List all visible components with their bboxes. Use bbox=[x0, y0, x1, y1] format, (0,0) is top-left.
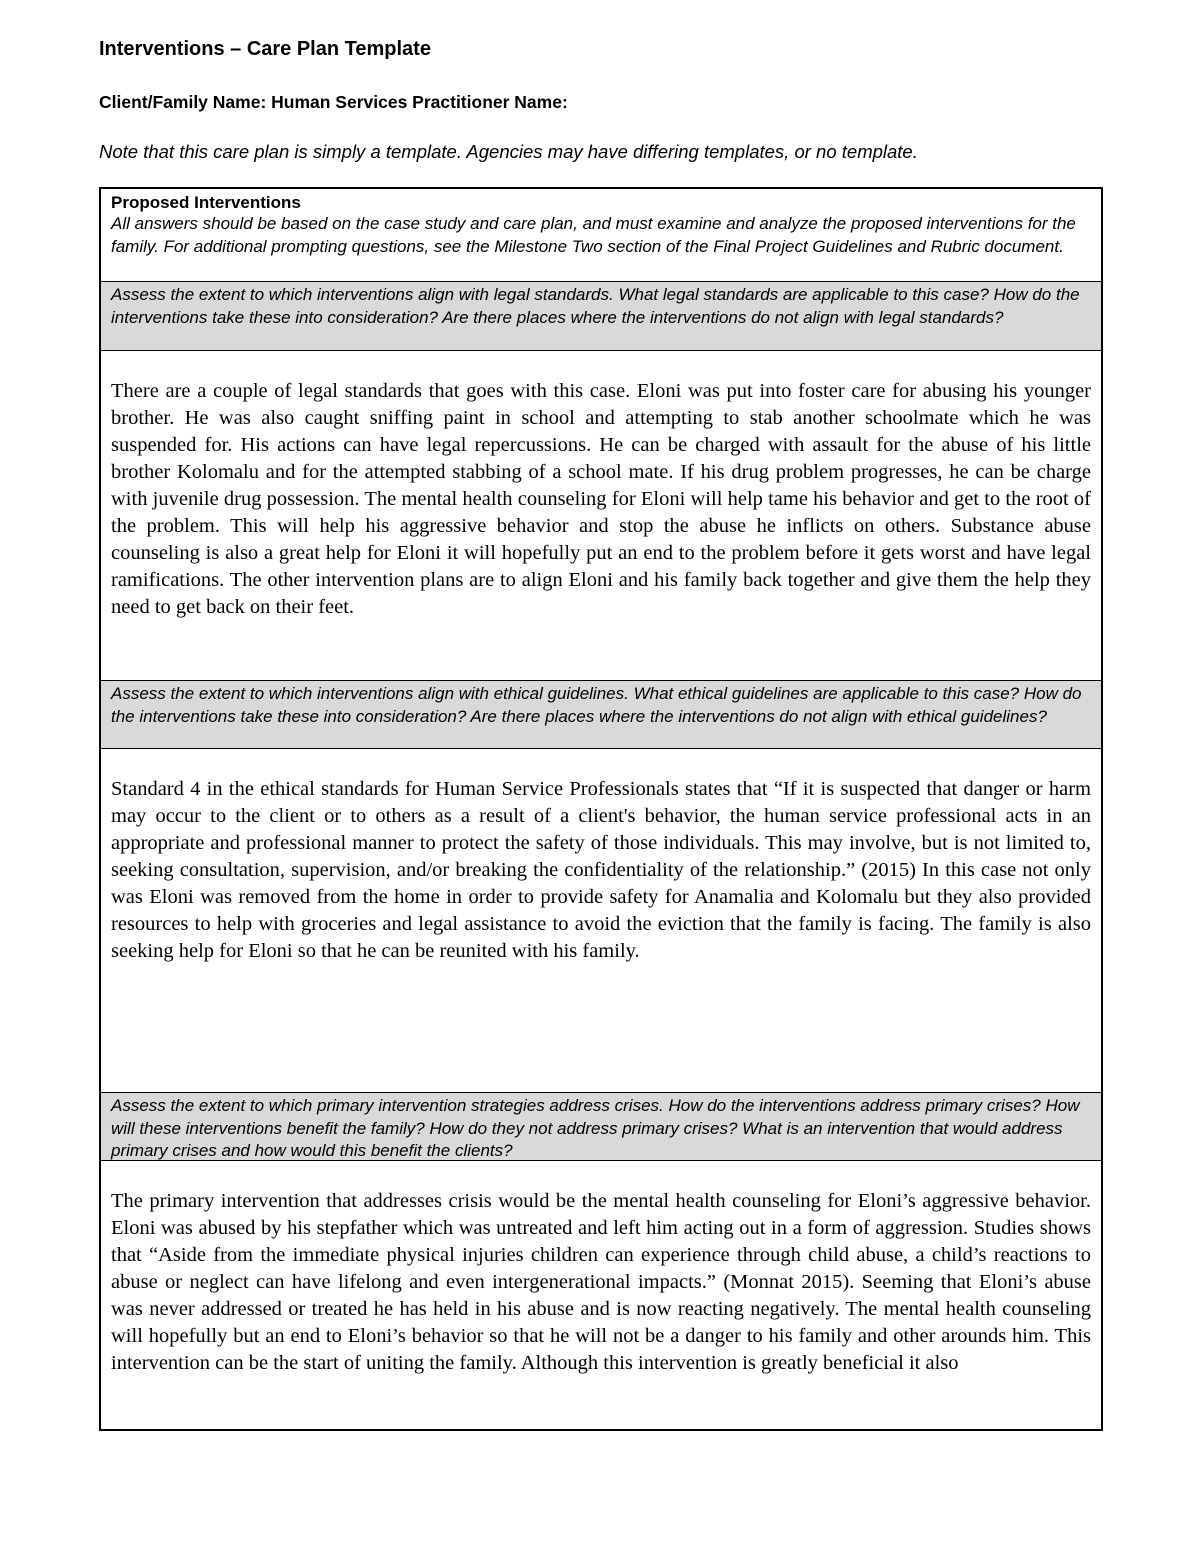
interventions-table bbox=[99, 187, 1103, 1431]
table-header-description: All answers should be based on the case study and care plan, and must examine and analyze the proposed interventions for the family. For additional prompting questions, see the Milestone Two section of the Final Project Guidelines and Rubric document. bbox=[111, 214, 1076, 256]
document-title: Interventions – Care Plan Template bbox=[99, 38, 431, 60]
legal-standards-question: Assess the extent to which interventions align with legal standards. What legal standards are applicable to this case? How do the interventions take these into consideration? Are there places where the interventions do not align with legal standards? bbox=[101, 282, 1101, 351]
primary-crises-answer[interactable]: The primary intervention that addresses crisis would be the mental health counseling for Eloni’s aggressive behavior. Eloni was abused by his stepfather which was untreated and left him acting out in a form of aggression. Studies shows that “Aside from the immediate physical injuries children can experience through child abuse, a child’s reactions to abuse or neglect can have lifelong and even intergenerational impacts.” (Monnat 2015). Seeming that Eloni’s abuse was never addressed or treated he has held in his abuse and is now reacting negatively. The mental health counseling will hopefully but an end to Eloni’s behavior so that he will not be a danger to his family and other arounds him. This intervention can be the start of uniting the family. Although this intervention is greatly beneficial it also bbox=[111, 1190, 1091, 1374]
template-note: Note that this care plan is simply a template. Agencies may have differing templates, or no template. bbox=[99, 141, 918, 162]
client-name-line: Client/Family Name: Human Services Practitioner Name: bbox=[99, 92, 568, 112]
table-header-title: Proposed Interventions bbox=[111, 193, 301, 212]
primary-crises-question: Assess the extent to which primary intervention strategies address crises. How do the interventions address primary crises? How will these interventions benefit the family? How do they not address primary crises? What is an intervention that would address primary crises and how would this benefit the clients? bbox=[101, 1093, 1101, 1161]
legal-standards-answer[interactable]: There are a couple of legal standards that goes with this case. Eloni was put into foster care for abusing his younger brother. He was also caught sniffing paint in school and attempting to stab another schoolmate which he was suspended for. His actions can have legal repercussions. He can be charged with assault for the abuse of his little brother Kolomalu and for the attempted stabbing of a school mate. If his drug problem progresses, he can be charge with juvenile drug possession. The mental health counseling for Eloni will help tame his behavior and get to the root of the problem. This will help his aggressive behavior and stop the abuse he inflicts on others. Substance abuse counseling is also a great help for Eloni it will hopefully put an end to the problem before it gets worst and have legal ramifications. The other intervention plans are to align Eloni and his family back together and give them the help they need to get back on their feet. bbox=[101, 351, 1101, 681]
ethical-guidelines-answer[interactable]: Standard 4 in the ethical standards for Human Service Professionals states that “If it is suspected that danger or harm may occur to the client or to others as a result of a client's behavior, the human service professional acts in an appropriate and professional manner to protect the safety of those individuals. This may involve, but is not limited to, seeking consultation, supervision, and/or breaking the confidentiality of the relationship.” (2015) In this case not only was Eloni was removed from the home in order to provide safety for Anamalia and Kolomalu but they also provided resources to help with groceries and legal assistance to avoid the eviction that the family is facing. The family is also seeking help for Eloni so that he can be reunited with his family. bbox=[101, 749, 1101, 1093]
table-header-cell bbox=[101, 189, 1101, 282]
ethical-guidelines-question: Assess the extent to which interventions align with ethical guidelines. What ethical guidelines are applicable to this case? How do the interventions take these into consideration? Are there places where the interventions do not align with ethical guidelines? bbox=[101, 681, 1101, 749]
